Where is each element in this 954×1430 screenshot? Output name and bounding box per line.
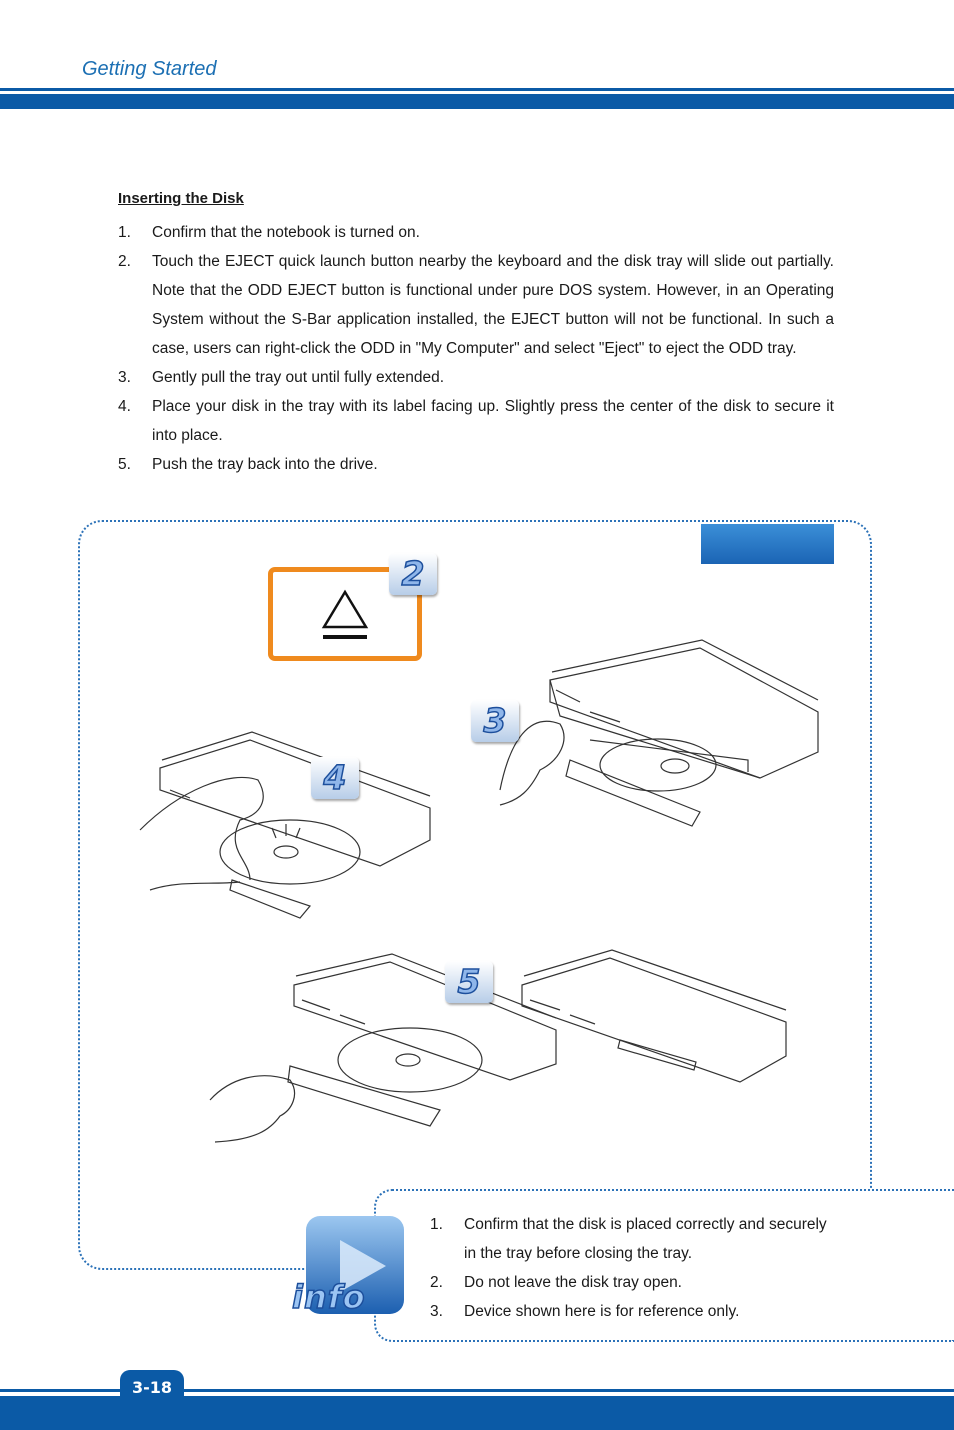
section-title: Inserting the Disk [118,190,244,207]
step-number: 5. [118,456,131,473]
note-text: Do not leave the disk tray open. [464,1274,682,1291]
step-text: Gently pull the tray out until fully extended. [152,369,445,386]
step-text: Touch the EJECT quick launch button nearby the keyboard and the disk tray will slide out partially. Note that the ODD EJECT button is functional under pure DOS system. However, in an Operating System without the S-Bar application installed, the EJECT button will not be functional. In such a case, users can right-click the ODD in "My Computer" and select "Eject" to eject the ODD tray. [152,253,834,357]
list-item [430,1297,830,1326]
laptop-tray-open-drawing [500,640,818,826]
page-header-title: Getting Started [82,58,217,80]
step-text: Push the tray back into the drive. [152,456,378,473]
step-badge-4: 4 [311,757,359,799]
list-item [430,1210,830,1268]
note-number: 1. [430,1216,443,1233]
info-icon-label: info [292,1278,366,1316]
list-item [430,1268,830,1297]
step-number: 3. [118,369,131,386]
note-number: 3. [430,1303,443,1320]
note-text: Confirm that the disk is placed correctly and securely in the tray before closing the tray. [464,1216,827,1262]
page-number: 3-18 [120,1370,184,1404]
step-text: Place your disk in the tray with its label facing up. Slightly press the center of the disk to secure it into place. [152,398,834,444]
step-number: 2. [118,253,131,270]
laptop-closed-drawing [522,950,786,1082]
step-number: 1. [118,224,131,241]
step-text: Confirm that the notebook is turned on. [152,224,420,241]
laptop-disk-placement-drawing [140,732,430,918]
note-text: Device shown here is for reference only. [464,1303,740,1320]
note-number: 2. [430,1274,443,1291]
step-badge-3: 3 [471,700,519,742]
info-icon [290,1216,406,1320]
step-number: 4. [118,398,131,415]
info-notes-list [430,1210,830,1326]
laptop-push-tray-drawing [210,954,556,1142]
step-badge-2: 2 [389,553,437,595]
step-badge-5: 5 [445,961,493,1003]
